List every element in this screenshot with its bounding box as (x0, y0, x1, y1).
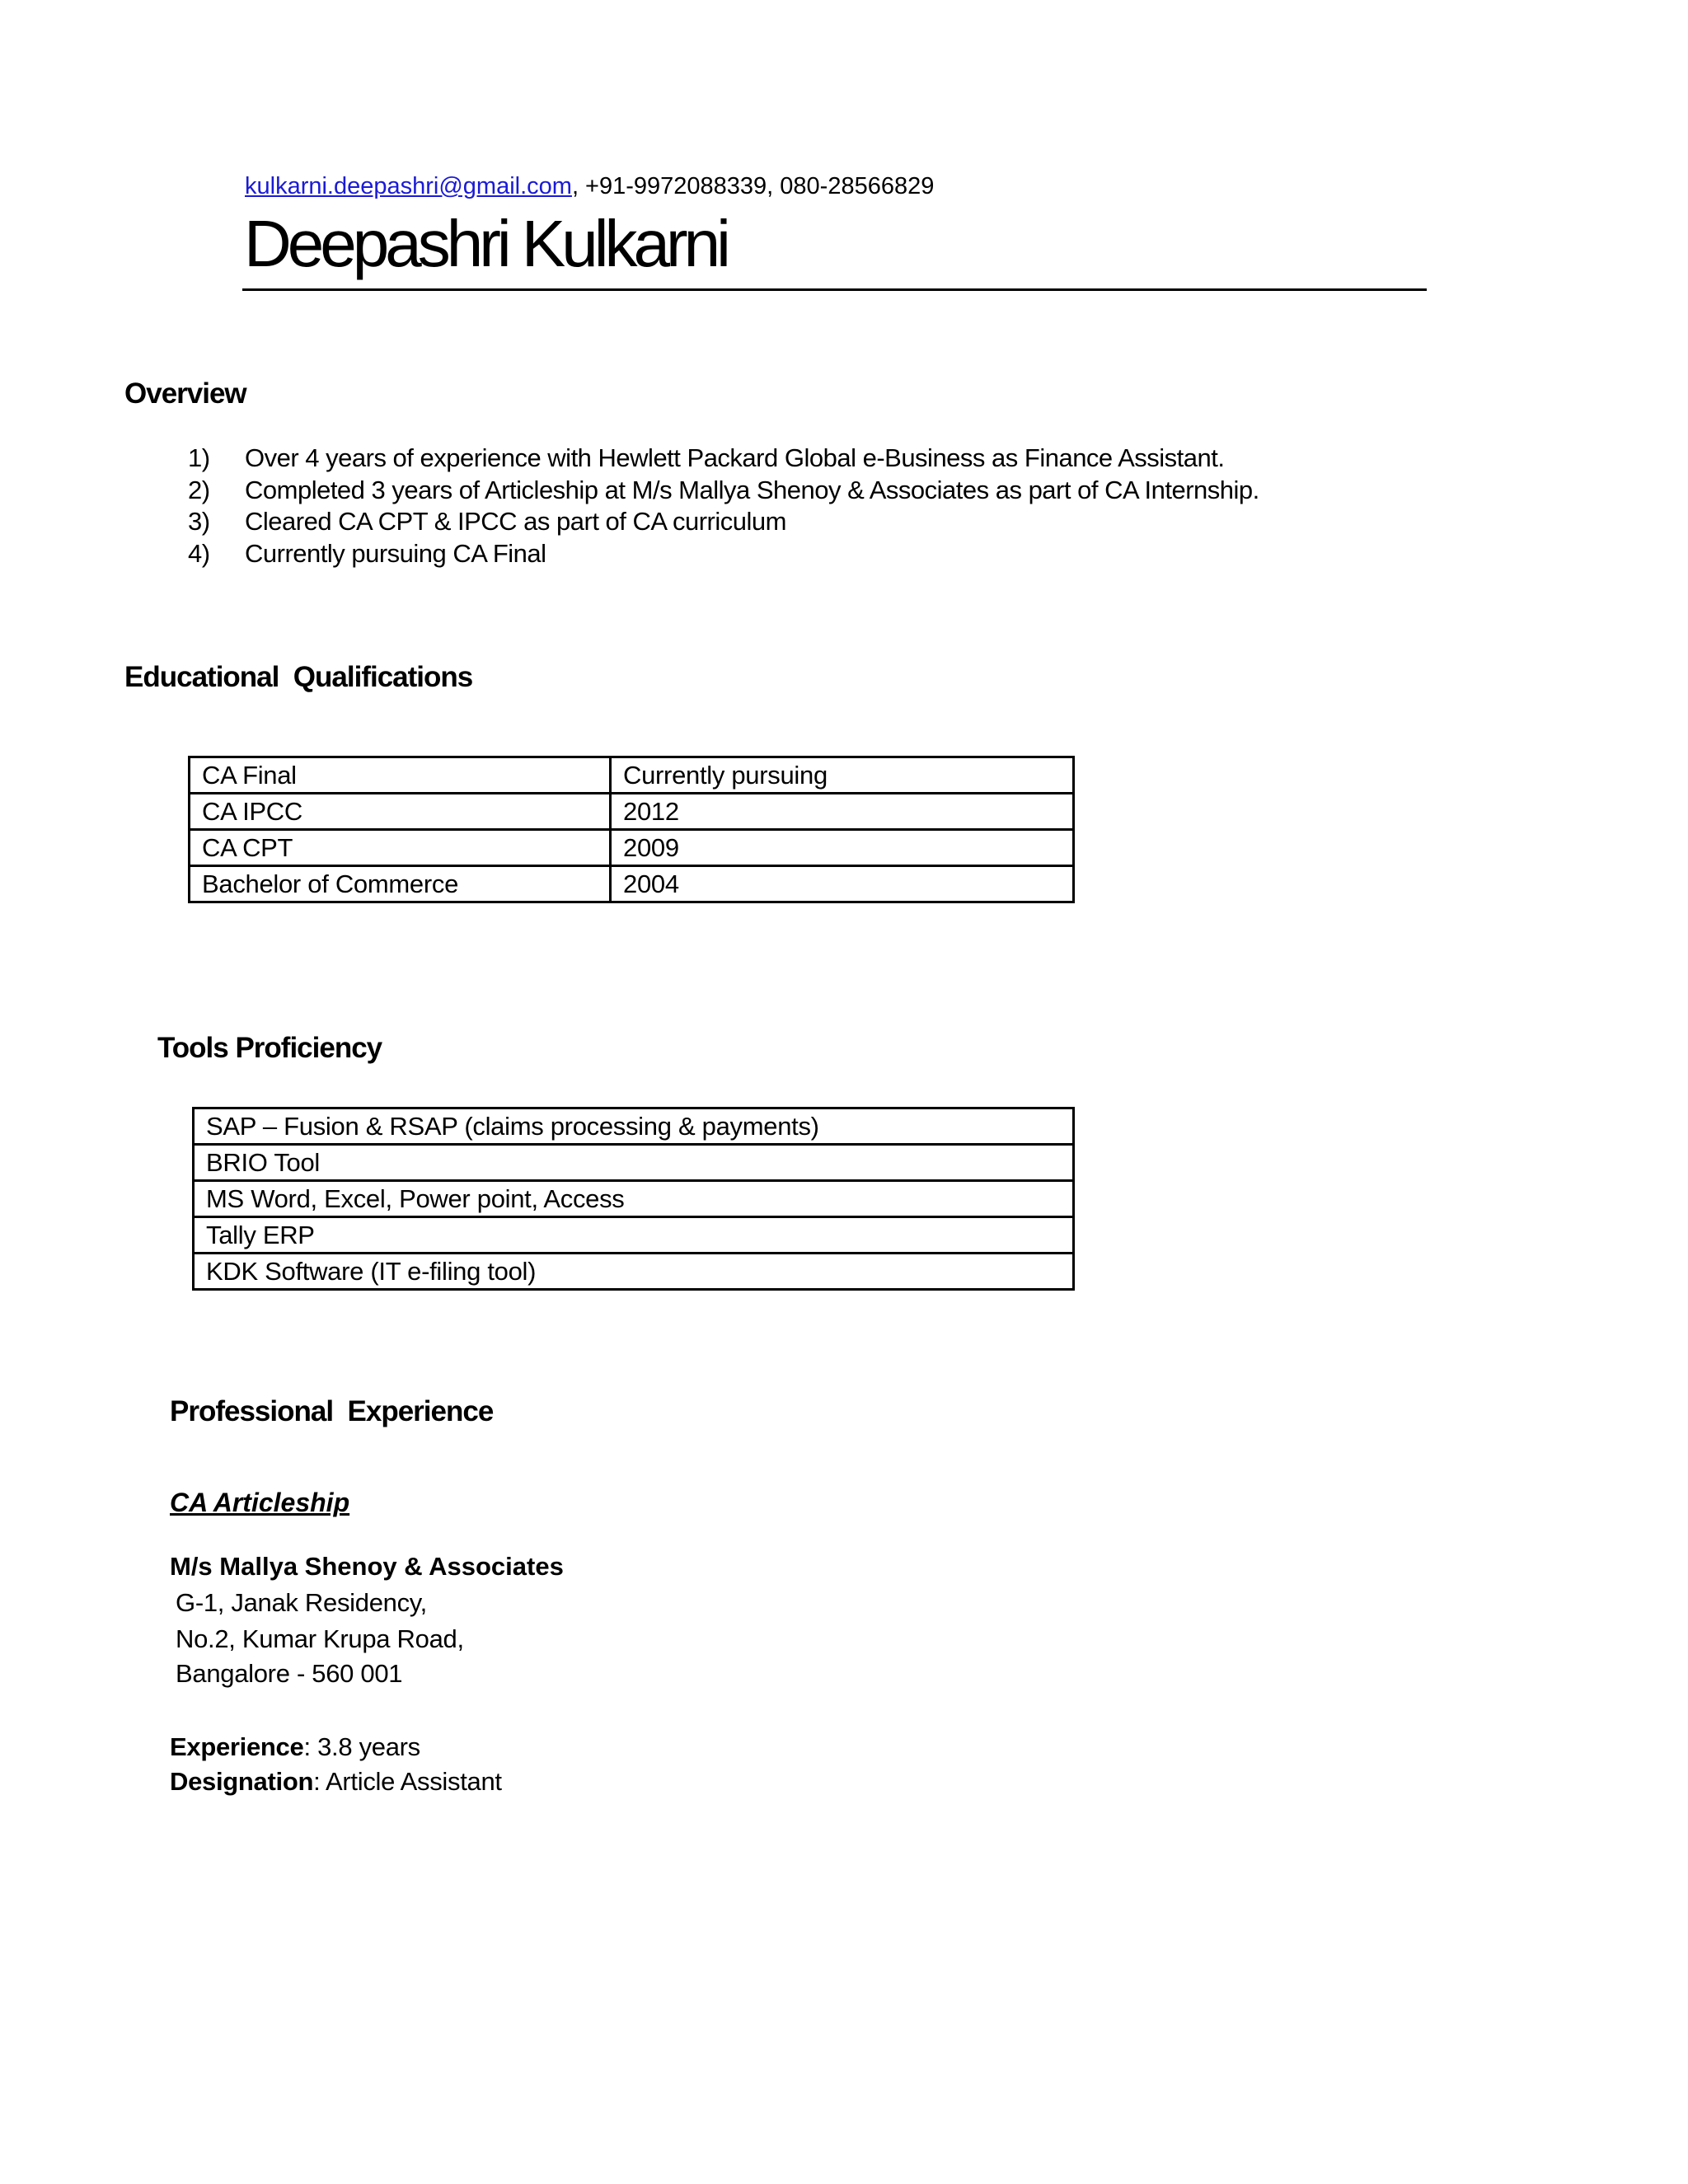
year-cell: 2012 (611, 794, 1074, 830)
overview-item-number: 2) (188, 475, 210, 504)
tool-cell: KDK Software (IT e-filing tool) (194, 1254, 1074, 1290)
tool-cell: SAP – Fusion & RSAP (claims processing & payments) (194, 1108, 1074, 1145)
table-row (190, 866, 1074, 902)
designation-label: Designation (170, 1767, 314, 1796)
email-link[interactable]: kulkarni.deepashri@gmail.com (245, 173, 572, 199)
address-line: G-1, Janak Residency, (176, 1588, 427, 1617)
tool-cell: Tally ERP (194, 1217, 1074, 1254)
overview-item (188, 443, 1259, 475)
name-divider (242, 288, 1427, 291)
qualification-cell: CA Final (190, 757, 611, 794)
overview-item (188, 506, 1259, 538)
candidate-name: Deepashri Kulkarni (244, 207, 727, 280)
overview-item (188, 475, 1259, 507)
qualification-cell: CA CPT (190, 830, 611, 866)
overview-list (188, 443, 1259, 569)
education-heading: Educational Qualifications (124, 661, 473, 693)
education-table (188, 756, 1075, 903)
address-line: Bangalore - 560 001 (176, 1659, 403, 1688)
tools-table (192, 1107, 1075, 1291)
qualification-cell: Bachelor of Commerce (190, 866, 611, 902)
overview-item-text: Currently pursuing CA Final (245, 538, 546, 568)
table-row (194, 1108, 1074, 1145)
table-row (194, 1181, 1074, 1217)
overview-item (188, 538, 1259, 570)
experience-duration (170, 1731, 420, 1764)
designation (170, 1765, 502, 1798)
experience-value: : 3.8 years (303, 1732, 420, 1761)
table-row (190, 794, 1074, 830)
phone-numbers: , +91-9972088339, 080-28566829 (571, 173, 935, 199)
overview-item-number: 4) (188, 538, 210, 568)
overview-item-text: Completed 3 years of Articleship at M/s Mallya Shenoy & Associates as part of CA Internship. (245, 475, 1259, 504)
overview-item-text: Over 4 years of experience with Hewlett Packard Global e-Business as Finance Assistant. (245, 443, 1225, 472)
firm-name: M/s Mallya Shenoy & Associates (170, 1552, 564, 1581)
table-row (194, 1254, 1074, 1290)
table-row (190, 830, 1074, 866)
table-row (194, 1145, 1074, 1181)
address-line: No.2, Kumar Krupa Road, (176, 1624, 464, 1653)
overview-item-text: Cleared CA CPT & IPCC as part of CA curriculum (245, 507, 786, 536)
year-cell: 2004 (611, 866, 1074, 902)
tool-cell: MS Word, Excel, Power point, Access (194, 1181, 1074, 1217)
overview-heading: Overview (124, 377, 246, 410)
contact-line (245, 170, 934, 203)
overview-item-number: 1) (188, 443, 210, 472)
experience-label: Experience (170, 1732, 304, 1761)
experience-heading: Professional Experience (170, 1395, 494, 1427)
overview-item-number: 3) (188, 507, 210, 536)
year-cell: 2009 (611, 830, 1074, 866)
table-row (190, 757, 1074, 794)
tool-cell: BRIO Tool (194, 1145, 1074, 1181)
articleship-subheading: CA Articleship (170, 1488, 350, 1517)
year-cell: Currently pursuing (611, 757, 1074, 794)
qualification-cell: CA IPCC (190, 794, 611, 830)
table-row (194, 1217, 1074, 1254)
tools-heading: Tools Proficiency (157, 1032, 382, 1064)
designation-value: : Article Assistant (313, 1767, 502, 1796)
